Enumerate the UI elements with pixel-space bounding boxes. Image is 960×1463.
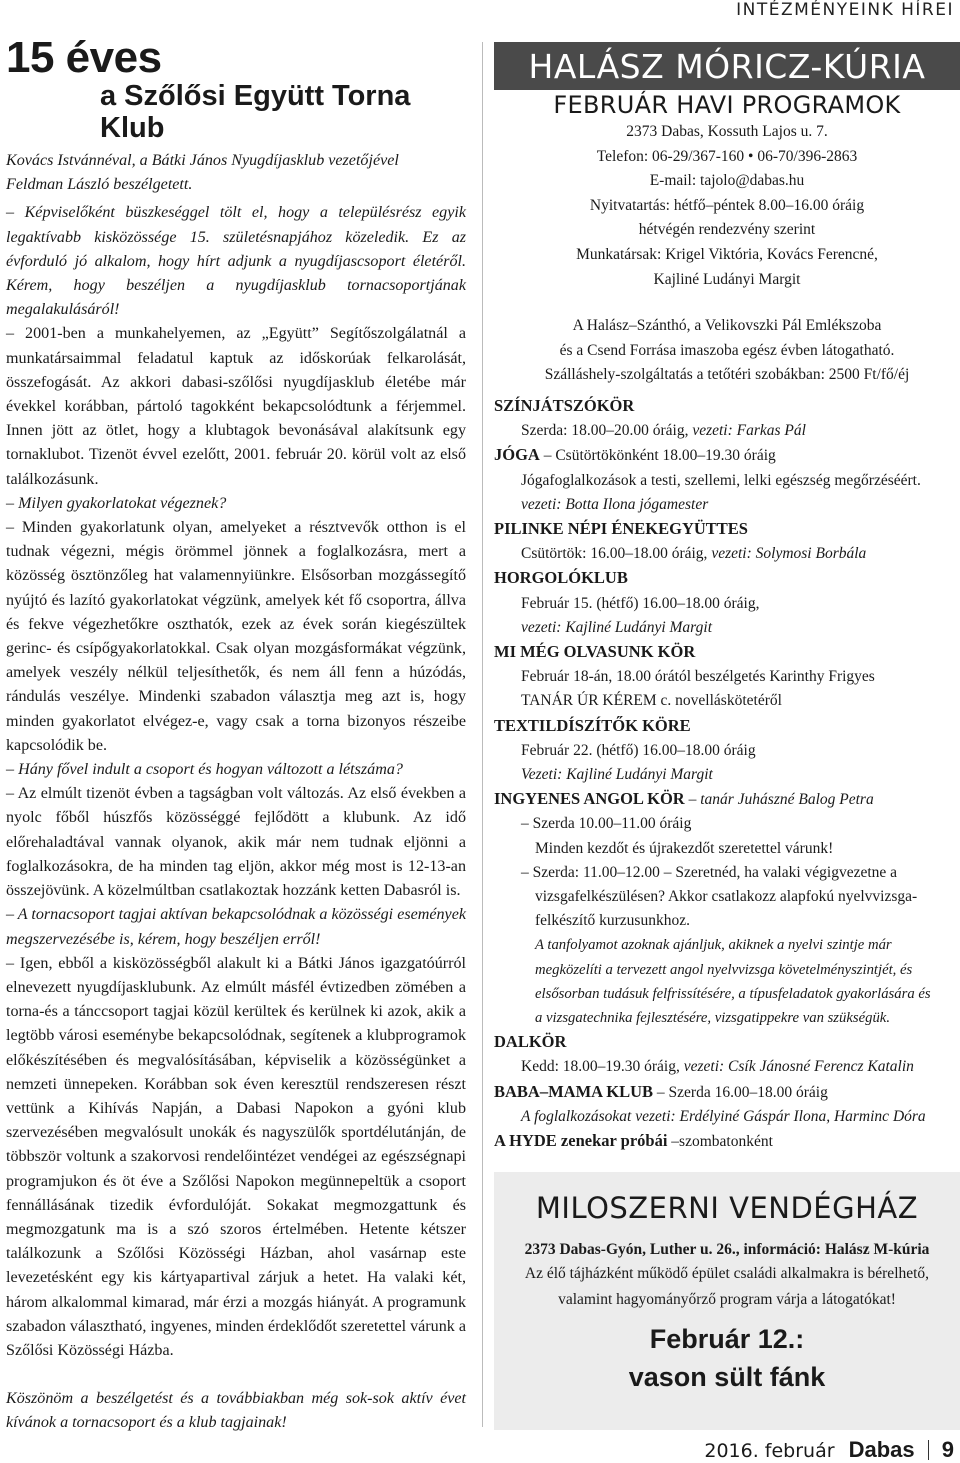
program-list [494,394,960,1154]
program-note: A tanfolyamot azoknak ajánljuk, akiknek a nyelvi szintje már [535,937,892,954]
footer-brand: Dabas [848,1437,915,1462]
program-schedule: Február 18-án, 18.00 órától beszélgetés Karinthy Frigyes [521,668,875,686]
program-note: a vizsgatechnika fejlesztésére, vizsgatippekre van szükségük. [535,1010,890,1027]
kuria-lodging: Szálláshely-szolgáltatás a tetőtéri szobákban: 2500 Ft/fő/éj [544,366,910,384]
kuria-address: 2373 Dabas, Kossuth Lajos u. 7. [626,123,828,140]
answer-paragraph: – Minden gyakorlatunk olyan, amelyeket a résztvevők otthon is el tudnak végezni, mégis örömmel jönnek a foglalkozásra, mert a közösség ösztönzőleg hat valamennyiünkre. Elsősorban mozgássegítő nyújtó és lazító gyakorlatokat végzünk, amelyek két fő csoportra, állva és fekve végezhetőkre oszthatók, ezek az évek során kiegészültek gerinc- és csípőgyakorlatokkal. Csak olyan mozgásformákat végzünk, amelyek veszély nélkül teljesíthetők, és nem áll fenn a húzódás, rándulás veszélye. Mindenki szabadon választja meg azt is, hogy minden gyakorlatot elvégez-e, vagy csak a torna bizonyos részeibe kapcsolódik be. [6,519,466,754]
question-paragraph: – Milyen gyakorlatokat végeznek? [6,494,227,512]
event-name: vason sült fánk [628,1362,826,1392]
kuria-weekend: hétvégén rendezvény szerint [638,221,816,239]
question-paragraph: – A tornacsoport tagjai aktívan bekapcsolódnak a közösségi események megszervezésébe is, kérem, hogy beszéljen erről! [6,906,466,948]
program-schedule: Február 15. (hétfő) 16.00–18.00 óráig, [521,594,760,612]
program-description: vizsgafelkészülésen? Akkor csatlakozz alapfokú nyelvvizsga- [535,888,918,905]
article-outro: Köszönöm a beszélgetést és a továbbiakban még sok-sok aktív évet kívánok a tornacsoport és a klub tagjainak! [6,1390,466,1432]
program-title: A HYDE zenekar próbái –szombatonként [494,1131,773,1151]
kuria-exhibit: A Halász–Szánthó, a Velikovszki Pál Emlékszoba [572,317,882,335]
page-number: 9 [941,1437,954,1462]
program-note: elsősorban tudásuk felfrissítésére, a típusfeladatok gyakorlására és [535,985,931,1002]
kuria-hours: Nyitvatartás: hétfő–péntek 8.00–16.00 óráig [589,196,865,214]
program-schedule: – Szerda: 11.00–12.00 – Szeretnéd, ha valaki végigvezetne a [521,863,898,881]
program-description: TANÁR ÚR KÉREM c. novelláskötetéről [521,692,782,710]
guesthouse-event [494,1320,960,1396]
footer-divider [928,1440,929,1460]
program-schedule: – Szerda 10.00–11.00 óráig [521,815,692,833]
guesthouse-description: Az élő tájházként működő épület családi alkalmakra is bérelhető, [524,1265,930,1282]
section-label: INTÉZMÉNYEINK HÍREI [736,0,954,20]
program-leader: Vezeti: Kajliné Ludányi Margit [521,765,713,783]
kuria-staff: Kajliné Ludányi Margit [653,270,801,288]
program-title: JÓGA – Csütörtökönként 18.00–19.30 óráig [494,445,776,465]
answer-paragraph: – Igen, ebből a kisközösségből alakult ki a Bátki János igazgatóúrról elnevezett nyugdíjasklubunk. Az elmúlt másfél évtizedben zömében a torna-és a tánccsoport tagjai közül kerültek és kerülnek ki azok, akik a legtöbb városi eseménybe bekapcsolódnak, segítenek a klubprogramok előkészítésében és megvalósításában, képviselik a közösségünket a nemzeti ünnepeken. Korábban sok éven keresztül rendszeresen részt vettünk a Kihívás Napján, a Dabasi Napokon a gyóni klub szervezésében megvalósult unokák és nagyszülők sportdélutánján, de többször voltunk a szakorvosi rendelőintézet vendégei az egészségnapi programjukon és öt éve a Szőlősi Napokon megünnepeltük a csoport fennállásának tizedik évfordulóját. Sokakat megmozgattunk és megmozgatunk ma is a szó szoros értelmében. Hetente kétszer találkozunk a Szőlősi Közösségi Házban, ahol vasárnap este levezetésként egy kis kártyapartival zárjuk a hetet. Ha valaki két, három alkalommal kimarad, már érzi a mozgás hiányát. A programunk szabadon választható, ingyenes, minden érdeklődőt szeretettel várunk a Szőlősi Közösségi Házba. [6,954,466,1359]
kuria-header: HALÁSZ MÓRICZ-KÚRIA [494,42,960,90]
page-footer [704,1437,954,1463]
article-title-sub: a Szőlősi Együtt Torna Klub [100,80,411,144]
program-title: HORGOLÓKLUB [494,568,628,588]
kuria-email[interactable]: E-mail: tajolo@dabas.hu [649,172,805,190]
answer-paragraph: – 2001-ben a munkahelyemen, az „Együtt” Segítőszolgálatnál a munkatársaimmal feladatul kaptuk az időskorúak felkarolását, összefogását. Az akkori dabasi-szőlősi nyugdíjasklub életébe már évekkel korábban, pártoló tagokként bekapcsolódtunk a férjemmel. Innen jött az ötlet, hogy a klubtagok bevonásával alakítsunk egy tornaklubot. Tizenöt évvel ezelőtt, 2001. február 20. körül volt az első találkozásunk. [6,325,466,488]
program-leader: vezeti: Botta Ilona jógamester [521,495,709,513]
guesthouse-address: 2373 Dabas-Gyón, Luther u. 26., információ: Halász M-kúria [524,1241,930,1258]
programs-column [494,42,960,1154]
answer-paragraph: – Az elmúlt tizenöt évben a tagságban volt változás. Az első években a nyolc főből húszfős közösséggé fejlődött a klubunk. Az idő előrehaladtával vannak olyanok, akik már nem tudnak eljönni a foglalkozásokra, de ha minden tag eljön, akkor még most is 12-13-an összejövünk. A közelmúltban csatlakoztak hozzánk ketten Dabasról is. [6,785,466,900]
event-date: Február 12.: [649,1324,805,1354]
article-column [6,33,466,1436]
kuria-staff: Munkatársak: Krigel Viktória, Kovács Ferencné, [576,245,878,263]
footer-date: 2016. február [704,1440,835,1462]
question-paragraph: – Képviselőként büszkeséggel tölt el, hogy a településrész egyik legaktívabb kisközössége 15. születésnapjához közeledik. Ez az évforduló jó alkalom, hogy hírt adjunk a nyugdíjascsoport életéről. Kérem, hogy beszéljen a nyugdíjasklub tornacsoportjának megalakulásáról! [6,204,466,319]
column-divider [482,42,483,1427]
program-schedule: Csütörtök: 16.00–18.00 óráig, vezeti: Solymosi Borbála [521,545,867,563]
program-title: BABA–MAMA KLUB – Szerda 16.00–18.00 óráig [494,1081,828,1101]
article-body [6,201,466,1363]
program-title: SZÍNJÁTSZÓKÖR [494,395,635,415]
program-schedule: Február 22. (hétfő) 16.00–18.00 óráig [521,741,756,759]
program-description: Jógafoglalkozások a testi, szellemi, lelki egészség megőrzéséért. [521,471,921,489]
program-leader: vezeti: Kajliné Ludányi Margit [521,618,712,636]
kuria-exhibit: és a Csend Forrása imaszoba egész évben látogatható. [559,341,895,359]
program-description: felkészítő kurzusunkhoz. [535,912,690,930]
intro-line: Kovács Istvánnéval, a Bátki János Nyugdíjasklub vezetőjével [6,152,399,169]
programs-subheader: FEBRUÁR HAVI PROGRAMOK [553,91,901,119]
question-paragraph: – Hány fővel indult a csoport és hogyan változott a létszáma? [6,761,403,779]
program-schedule: Szerda: 18.00–20.00 óráig, vezeti: Farkas Pál [521,422,806,440]
program-schedule: Kedd: 18.00–19.30 óráig, vezeti: Csík Jánosné Ferencz Katalin [521,1058,914,1076]
program-title: INGYENES ANGOL KÖR – tanár Juhászné Balog Petra [494,789,874,809]
program-title: TEXTILDÍSZÍTŐK KÖRE [494,715,691,735]
article-title-main: 15 éves [6,33,162,82]
program-note: megközelíti a tervezett angol nyelvvizsga követelményszintjét, és [535,961,913,978]
kuria-contact-info [494,120,960,388]
program-title: PILINKE NÉPI ÉNEKEGYÜTTES [494,518,748,538]
article-intro [6,149,466,197]
intro-line: Feldman László beszélgetett. [6,176,193,194]
guesthouse-title: MILOSZERNI VENDÉGHÁZ [535,1191,919,1225]
program-leader: A foglalkozásokat vezeti: Erdélyiné Gáspár Ilona, Harminc Dóra [521,1107,926,1125]
kuria-phone: Telefon: 06-29/367-160 • 06-70/396-2863 [596,147,858,165]
guesthouse-box [494,1172,960,1430]
program-title: MI MÉG OLVASUNK KÖR [494,641,696,661]
program-title: DALKÖR [494,1032,567,1052]
program-description: Minden kezdőt és újrakezdőt szeretettel várunk! [535,839,834,857]
guesthouse-description: valamint hagyományőrző program várja a látogatókat! [558,1291,896,1308]
